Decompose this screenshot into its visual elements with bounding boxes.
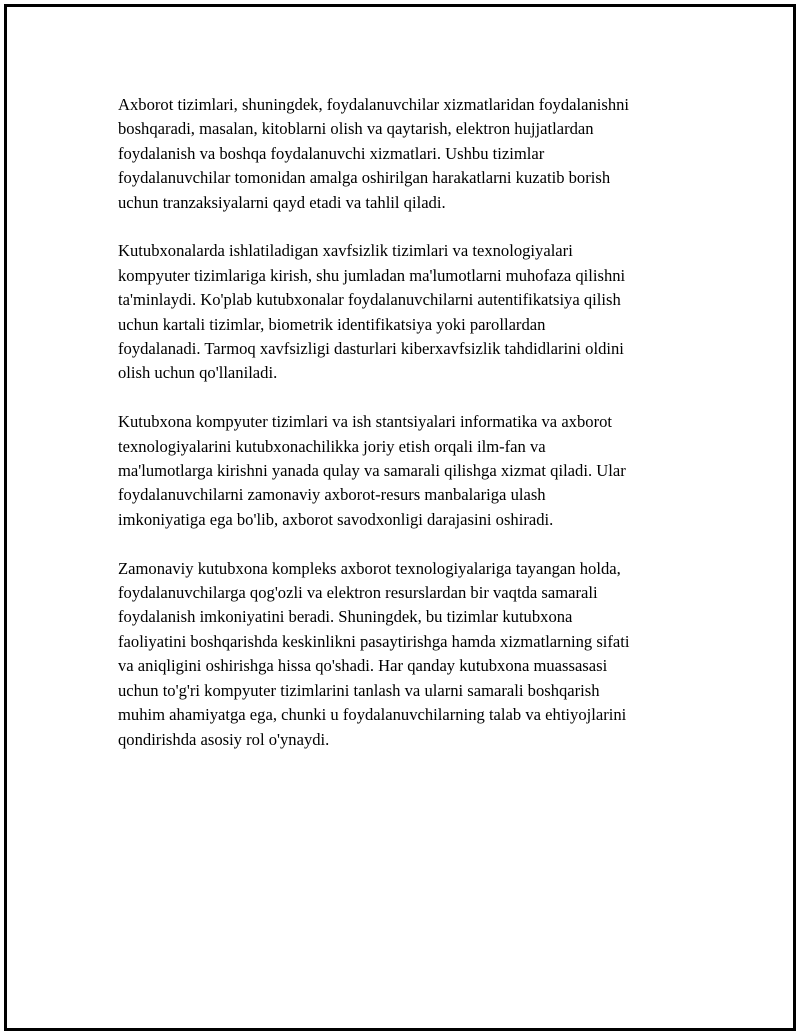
text-line: foydalanuvchilarga qog'ozli va elektron resurslardan bir vaqtda samarali xyxy=(118,583,598,603)
text-line: foydalanuvchilarni zamonaviy axborot-resurs manbalariga ulash xyxy=(118,485,546,505)
text-line: Kutubxona kompyuter tizimlari va ish stantsiyalari informatika va axborot xyxy=(118,412,613,432)
text-line: ta'minlaydi. Ko'plab kutubxonalar foydalanuvchilarni autentifikatsiya qilish xyxy=(118,290,621,310)
text-line: olish uchun qo'llaniladi. xyxy=(118,363,278,383)
text-line: foydalanish imkoniyatini beradi. Shuningdek, bu tizimlar kutubxona xyxy=(118,607,573,627)
paragraph-4 xyxy=(118,557,698,752)
text-line: faoliyatini boshqarishda keskinlikni pasaytirishga hamda xizmatlarning sifati xyxy=(118,631,630,651)
text-line: Axborot tizimlari, shuningdek, foydalanuvchilar xizmatlaridan foydalanishni xyxy=(118,95,630,114)
text-line: uchun tranzaksiyalarni qayd etadi va tahlil qiladi. xyxy=(118,192,446,212)
text-line: boshqaradi, masalan, kitoblarni olish va qaytarish, elektron hujjatlardan xyxy=(118,119,594,139)
paragraph-2 xyxy=(118,239,698,385)
text-line: foydalanadi. Tarmoq xavfsizligi dasturlari kiberxavfsizlik tahdidlarini oldini xyxy=(118,339,624,359)
text-line: uchun to'g'ri kompyuter tizimlarini tanlash va ularni samarali boshqarish xyxy=(118,680,600,700)
text-line: foydalanish va boshqa foydalanuvchi xizmatlari. Ushbu tizimlar xyxy=(118,143,545,163)
text-line: uchun kartali tizimlar, biometrik identifikatsiya yoki parollardan xyxy=(118,314,546,334)
paragraph-1 xyxy=(118,93,698,215)
paragraph-3 xyxy=(118,410,698,532)
document-body xyxy=(118,93,698,776)
text-line: imkoniyatiga ega bo'lib, axborot savodxonligi darajasini oshiradi. xyxy=(118,509,554,529)
text-line: Kutubxonalarda ishlatiladigan xavfsizlik tizimlari va texnologiyalari xyxy=(118,241,573,261)
text-line: muhim ahamiyatga ega, chunki u foydalanuvchilarning talab va ehtiyojlarini xyxy=(118,705,627,725)
text-line: qondirishda asosiy rol o'ynaydi. xyxy=(118,729,330,749)
text-line: kompyuter tizimlariga kirish, shu jumladan ma'lumotlarni muhofaza qilishni xyxy=(118,265,626,285)
text-line: ma'lumotlarga kirishni yanada qulay va samarali qilishga xizmat qiladi. Ular xyxy=(118,461,626,481)
text-line: foydalanuvchilar tomonidan amalga oshirilgan harakatlarni kuzatib borish xyxy=(118,168,611,188)
text-line: texnologiyalarini kutubxonachilikka joriy etish orqali ilm-fan va xyxy=(118,436,546,456)
text-line: va aniqligini oshirishga hissa qo'shadi. Har qanday kutubxona muassasasi xyxy=(118,656,608,676)
text-line: Zamonaviy kutubxona kompleks axborot texnologiyalariga tayangan holda, xyxy=(118,558,621,578)
